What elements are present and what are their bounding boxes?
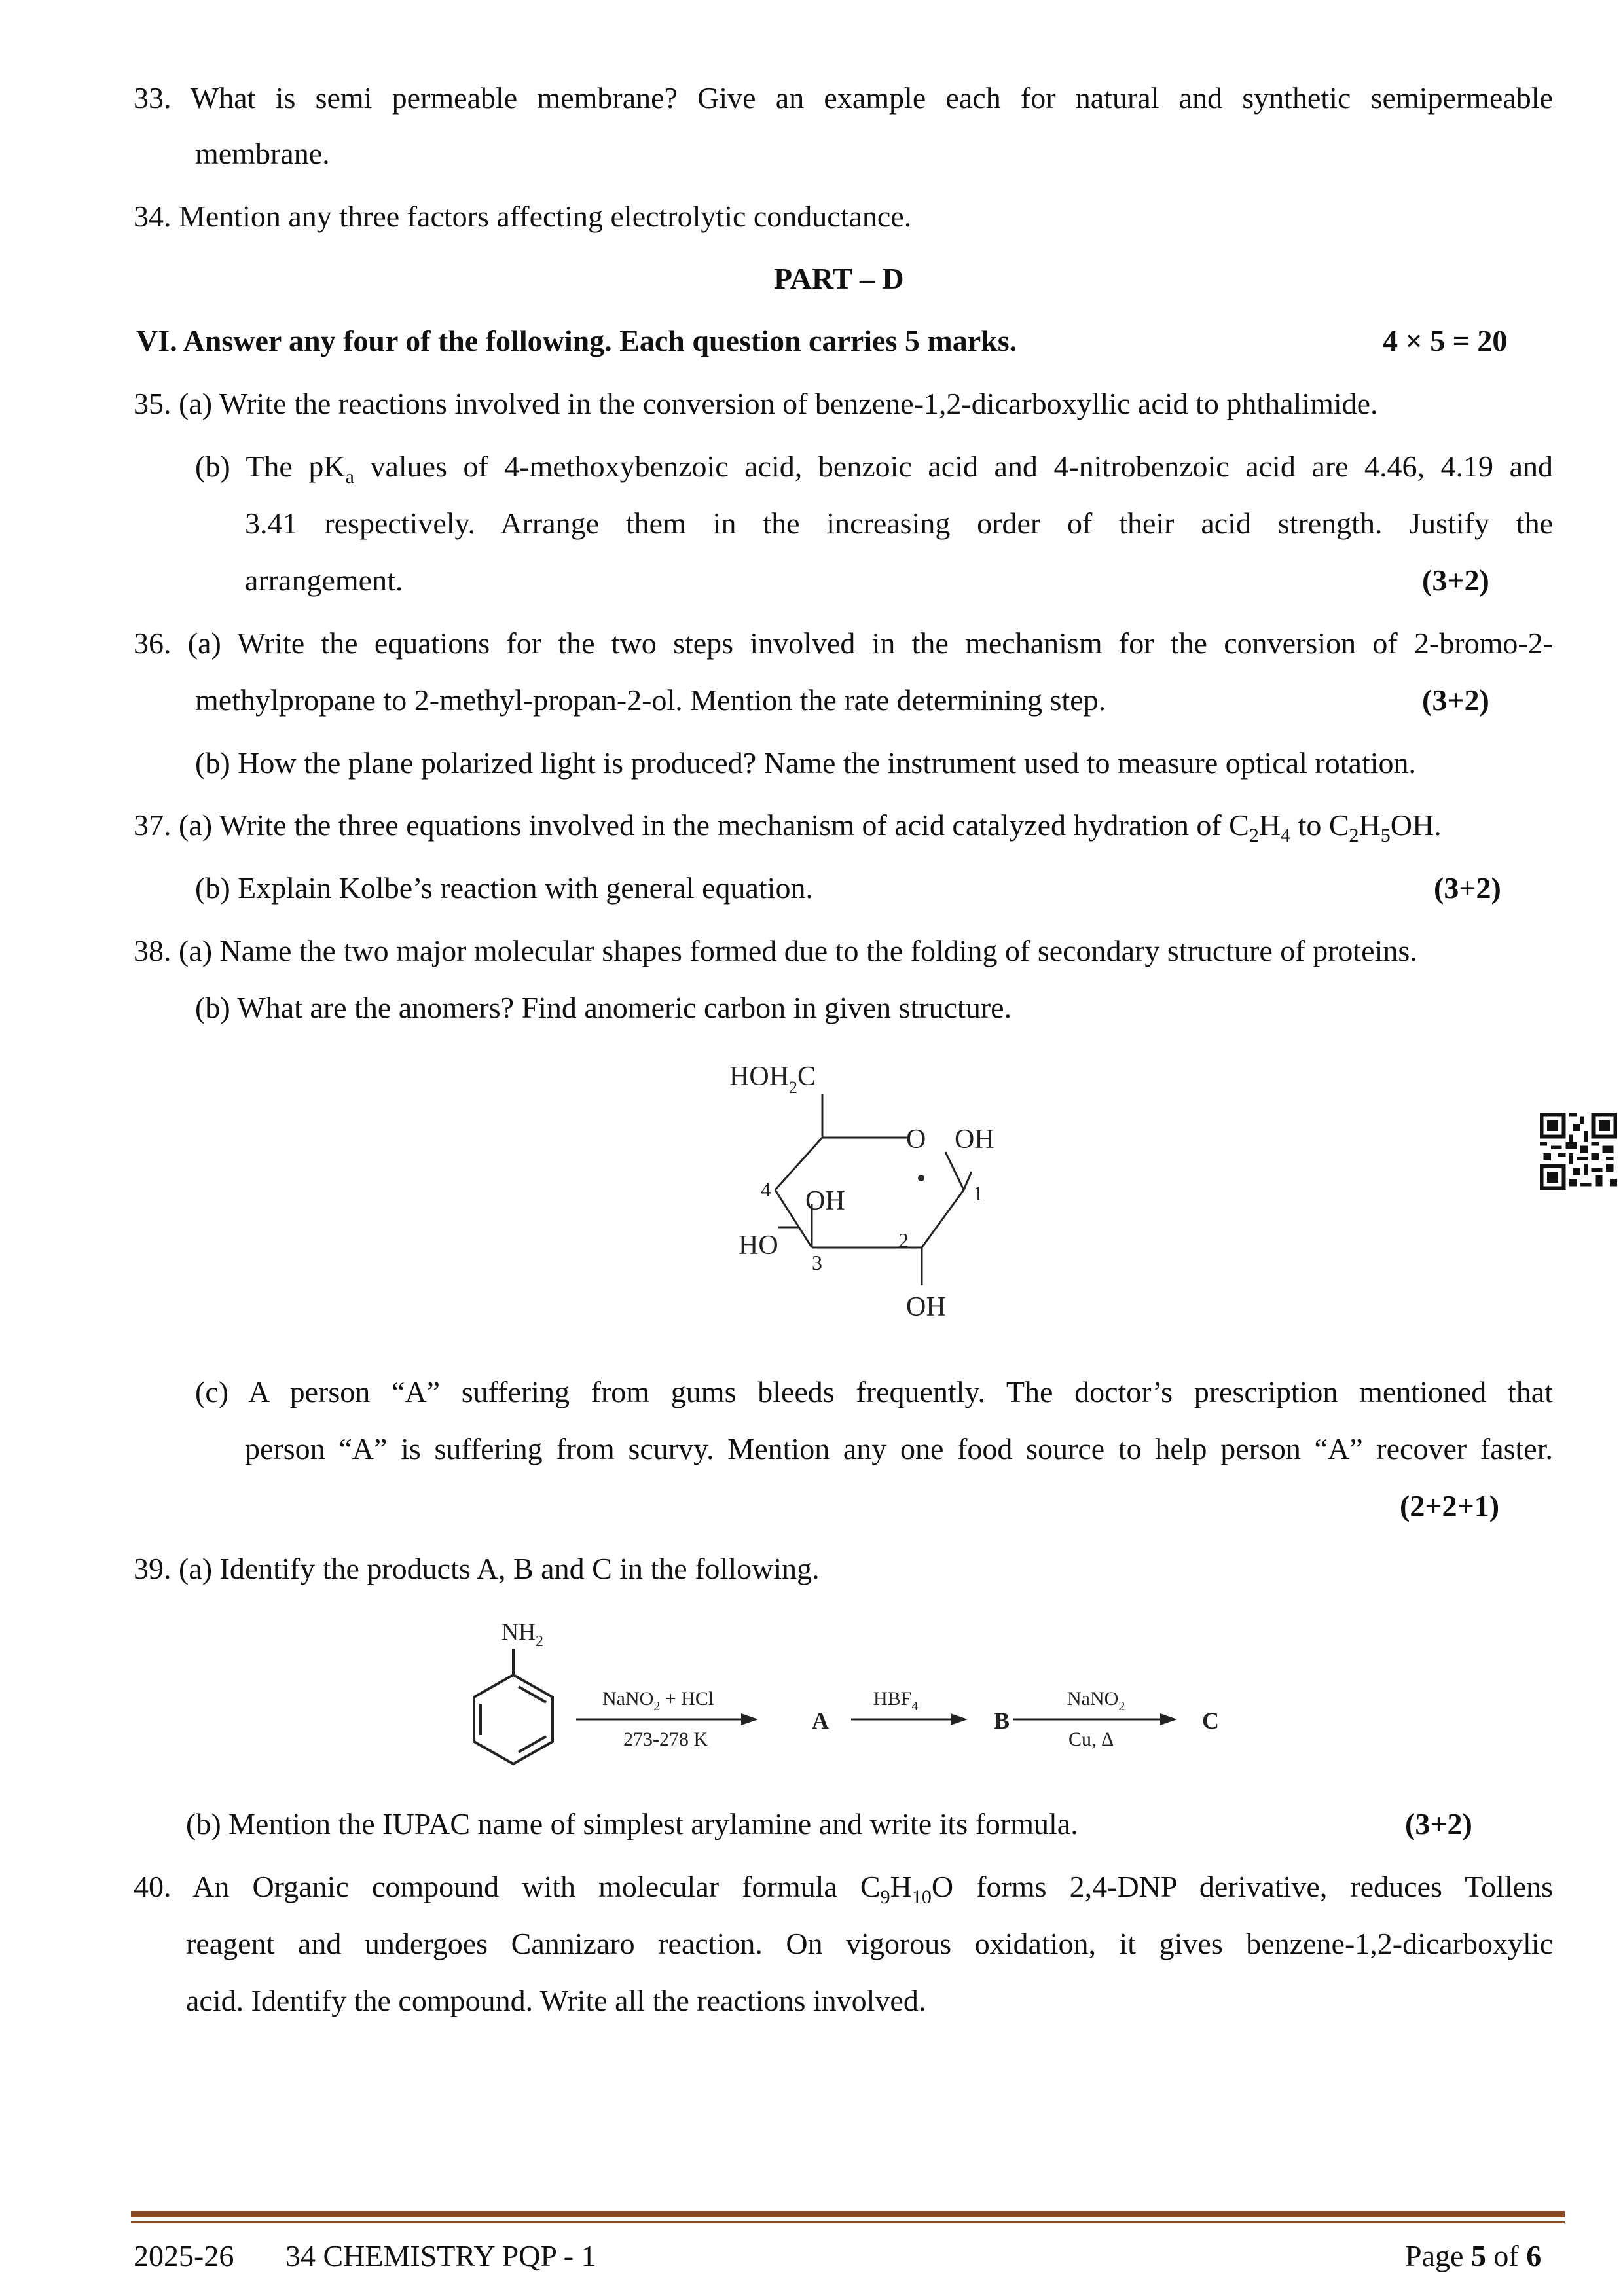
q38-part-a: 38. (a) Name the two major molecular shapes formed due to the folding of secondary structure of proteins.: [134, 934, 1417, 967]
q38-part-b: (b) What are the anomers? Find anomeric carbon in given structure.: [195, 991, 1012, 1024]
struct-oh-c1: OH: [955, 1124, 994, 1155]
q35-part-b-line3: arrangement.: [245, 564, 403, 597]
q36-part-b: (b) How the plane polarized light is produced? Name the instrument used to measure optical rotation.: [195, 746, 1416, 780]
q39-part-b: (b) Mention the IUPAC name of simplest arylamine and write its formula.: [186, 1807, 1078, 1840]
q40-l1-post: O forms 2,4-DNP derivative, reduces Tollens: [931, 1870, 1553, 1903]
scheme-product-b: B: [994, 1708, 1010, 1734]
q37-a-m3: H: [1359, 808, 1381, 842]
scheme-r2-top: $HBF_4$: [873, 1688, 919, 1713]
q37-a-s4: 5: [1380, 825, 1391, 847]
glucose-ring-structure: [720, 1060, 1087, 1348]
struct-ho-c4: HO: [739, 1230, 778, 1261]
footer-page-pre: Page: [1405, 2239, 1471, 2272]
q40-l1-pre: 40. An Organic compound with molecular formula C: [134, 1870, 881, 1903]
struct-n4: 4: [761, 1177, 771, 1201]
q33-line1: 33. What is semi permeable membrane? Give an example each for natural and synthetic semipermeable: [134, 81, 1553, 115]
scheme-product-c: C: [1202, 1708, 1219, 1734]
q35-marks: (3+2): [1422, 564, 1489, 597]
qr-code-icon: [1540, 1113, 1617, 1190]
aniline-reaction-scheme: [445, 1607, 1270, 1777]
footer-page-mid: of: [1486, 2239, 1527, 2272]
struct-n2: 2: [898, 1229, 909, 1252]
section-instruction: VI. Answer any four of the following. Each question carries 5 marks.: [136, 324, 1017, 357]
q35-part-b-line1: [195, 452, 1553, 487]
footer-page-total: 6: [1526, 2239, 1542, 2272]
q37-a-m2: to C: [1290, 808, 1349, 842]
q37-part-a: [134, 810, 1442, 846]
footer-page-num: 5: [1470, 2239, 1486, 2272]
q40-line2: reagent and undergoes Cannizaro reaction. On vigorous oxidation, it gives benzene-1,2-dicarboxylic: [186, 1927, 1553, 1960]
q37-a-m1: H: [1258, 808, 1281, 842]
scheme-nh2: $NH_2$: [501, 1619, 543, 1650]
q37-a-s3: 2: [1349, 825, 1359, 847]
q35-b1-post: values of 4-methoxybenzoic acid, benzoic acid and 4-nitrobenzoic acid are 4.46, 4.19 and: [354, 450, 1553, 483]
footer-rule-thin: [131, 2221, 1565, 2223]
section-marks: 4 × 5 = 20: [1383, 324, 1508, 357]
struct-hoh2c: $HOH_2C$: [729, 1062, 816, 1097]
struct-oh-c2: OH: [906, 1292, 946, 1322]
scheme-r3-top: NaNO$_2$: [1067, 1688, 1125, 1713]
q37-a-pre: 37. (a) Write the three equations involved in the mechanism of acid catalyzed hydration of C: [134, 808, 1249, 842]
q35-part-b-line2: 3.41 respectively. Arrange them in the increasing order of their acid strength. Justify the: [245, 507, 1553, 540]
footer-year: 2025-26: [134, 2239, 234, 2272]
q40-l1-m1: H: [890, 1870, 912, 1903]
q35-b1-sub: a: [345, 466, 354, 488]
scheme-r1-bottom: 273-278 K: [623, 1729, 708, 1750]
q38-part-c-line2: person “A” is suffering from scurvy. Mention any one food source to help person “A” recover faster.: [245, 1432, 1553, 1465]
q37-part-b: (b) Explain Kolbe’s reaction with general equation.: [195, 871, 813, 905]
scheme-product-a: A: [812, 1708, 829, 1734]
part-heading: PART – D: [774, 262, 904, 295]
q40-l1-s2: 10: [911, 1886, 932, 1909]
footer-code: 34 CHEMISTRY PQP - 1: [285, 2239, 596, 2272]
q33-line2: membrane.: [195, 137, 330, 170]
scheme-r3-bottom: Cu, Δ: [1068, 1729, 1114, 1750]
q37-marks: (3+2): [1434, 871, 1501, 905]
footer-rule-thick: [131, 2211, 1565, 2217]
q35-part-a: 35. (a) Write the reactions involved in the conversion of benzene-1,2-dicarboxyllic acid to phthalimide.: [134, 387, 1378, 420]
q37-a-s2: 4: [1281, 825, 1291, 847]
struct-n1: 1: [973, 1181, 983, 1205]
q36-marks: (3+2): [1422, 683, 1489, 717]
q36-part-a-line1: 36. (a) Write the equations for the two steps involved in the mechanism for the conversion of 2-bromo-2-: [134, 626, 1553, 660]
q37-a-s1: 2: [1249, 825, 1259, 847]
q34-line1: 34. Mention any three factors affecting electrolytic conductance.: [134, 200, 912, 233]
struct-ring-o: O: [906, 1124, 926, 1155]
scheme-r1-top: NaNO$_2$ + HCl: [602, 1688, 714, 1713]
q40-line1: [134, 1872, 1553, 1907]
q37-a-end: OH.: [1390, 808, 1442, 842]
q39-part-a: 39. (a) Identify the products A, B and C in the following.: [134, 1552, 820, 1585]
q35-b1-pre: (b) The pK: [195, 450, 346, 483]
struct-oh-c3: OH: [805, 1186, 845, 1216]
q40-l1-s1: 9: [880, 1886, 890, 1909]
q38-marks: (2+2+1): [1400, 1489, 1500, 1522]
struct-n3: 3: [812, 1251, 822, 1274]
q36-part-a-line2: methylpropane to 2-methyl-propan-2-ol. Mention the rate determining step.: [195, 683, 1106, 717]
footer-page: [1405, 2241, 1541, 2271]
q38-part-c-line1: (c) A person “A” suffering from gums bleeds frequently. The doctor’s prescription mentioned that: [195, 1375, 1553, 1408]
q39-marks: (3+2): [1405, 1807, 1472, 1840]
q40-line3: acid. Identify the compound. Write all the reactions involved.: [186, 1984, 926, 2017]
